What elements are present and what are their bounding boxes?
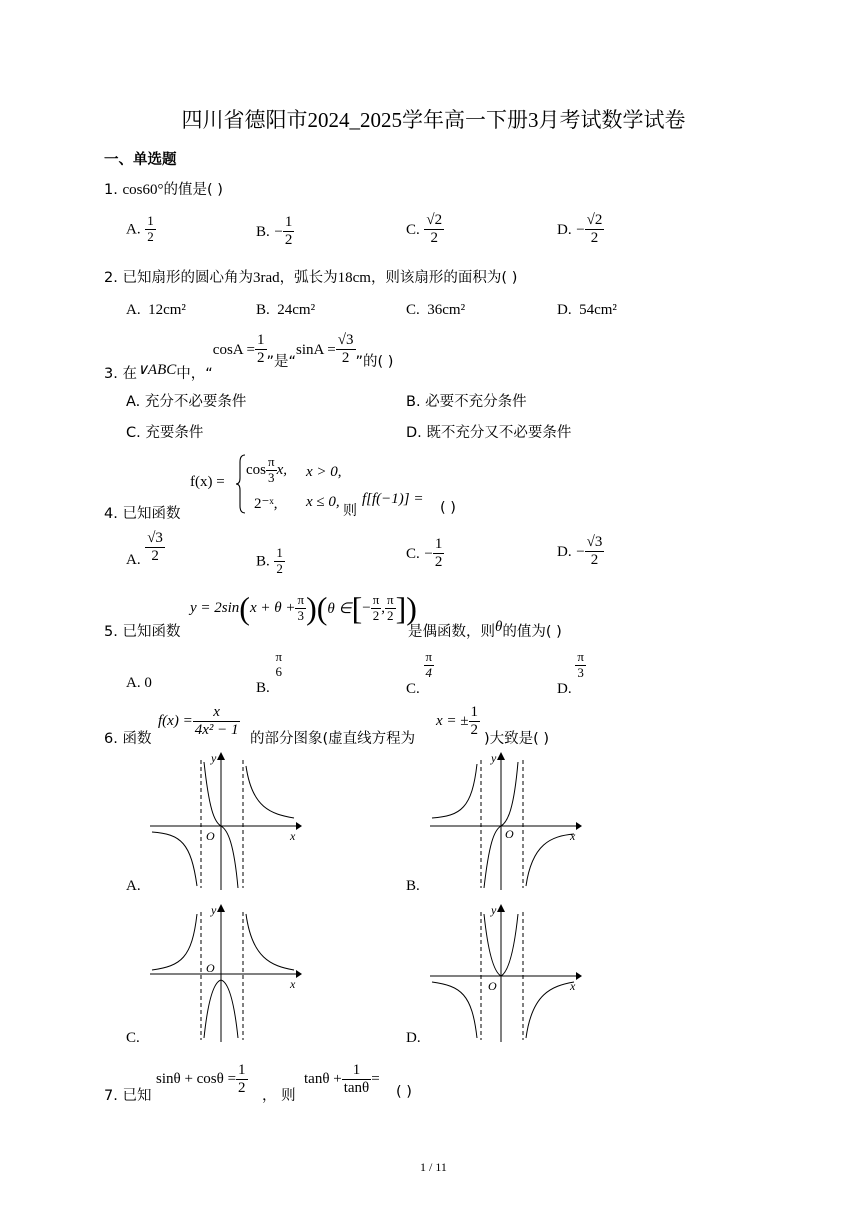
- option-c[interactable]: C. $\frac{\pi}{4}$: [406, 649, 433, 697]
- page-number: 1 / 11: [420, 1160, 447, 1174]
- svg-text:y: y: [211, 903, 217, 917]
- option-a[interactable]: A. 充分不必要条件: [126, 394, 247, 410]
- math-expression: sinθ + cosθ = $\frac{1}{2}$: [156, 1062, 246, 1097]
- option-c[interactable]: C. − $\frac{1}{2}$: [406, 536, 443, 571]
- graph-b[interactable]: [426, 748, 586, 893]
- question-text: 是偶函数，则θ的值为( ): [408, 619, 562, 640]
- question-number: 1.: [104, 182, 118, 198]
- option-b[interactable]: B. π 6: [256, 649, 283, 697]
- math-expression: y = 2sin(x + θ + $\frac{\pi}{3}$ )(θ ∈[− $\frac{\pi}{2}$ , $\frac{\pi}{2}$ ]): [190, 590, 417, 626]
- question-7: 7. 已知: [104, 1088, 152, 1104]
- option-a[interactable]: A. 12cm²: [126, 302, 186, 318]
- math-expression: f(x) = $\frac{x}{\text{4x² − 1}}$: [158, 704, 239, 739]
- question-text: ( ): [396, 1084, 412, 1100]
- svg-text:O: O: [206, 961, 215, 975]
- piecewise-brace: [236, 454, 246, 514]
- option-d[interactable]: D. − $\frac{√2}{2}$: [557, 212, 603, 247]
- svg-text:y: y: [491, 751, 497, 765]
- question-text: 的部分图象(虚直线方程为: [250, 731, 416, 747]
- option-a[interactable]: A.: [126, 878, 141, 894]
- option-b[interactable]: B. − $\frac{1}{2}$: [256, 214, 293, 249]
- question-4: 4. 已知函数: [104, 506, 181, 522]
- svg-text:x: x: [290, 977, 296, 991]
- math-expression: f[f(−1)] =: [362, 491, 424, 507]
- question-number: 5.: [104, 624, 118, 640]
- question-text: ， 则: [262, 1088, 296, 1104]
- option-d[interactable]: D. 54cm²: [557, 302, 617, 318]
- question-number: 2.: [104, 270, 118, 286]
- math-expression: f(x) =: [190, 474, 225, 490]
- option-b[interactable]: B. 必要不充分条件: [406, 394, 527, 410]
- question-number: 3.: [104, 365, 118, 382]
- svg-text:x: x: [570, 829, 576, 843]
- svg-text:y: y: [491, 903, 497, 917]
- option-b[interactable]: B. 24cm²: [256, 302, 316, 318]
- origin-label: O: [206, 829, 215, 843]
- svg-text:O: O: [488, 979, 497, 993]
- math-expression: x = ± $\frac{1}{2}$: [436, 704, 479, 739]
- question-3: 3. 在∨ABC中，“cosA = $\frac{1}{2}$ ”是“sinA = $\frac{√3}{2}$ ”的( ): [104, 332, 394, 382]
- option-a[interactable]: A. 0: [126, 675, 152, 691]
- option-d[interactable]: D. $\frac{\pi}{3}$: [557, 649, 584, 697]
- math-expression: cos60°: [122, 182, 164, 198]
- question-text: )大致是( ): [484, 731, 550, 747]
- graph-c[interactable]: [146, 900, 306, 1045]
- graph-d[interactable]: [426, 900, 586, 1045]
- option-a[interactable]: A. $\frac{√3}{2}$: [126, 530, 163, 568]
- option-d[interactable]: D. 既不充分又不必要条件: [406, 425, 572, 441]
- question-6: 6. 函数: [104, 731, 152, 747]
- math-expression: tanθ + $\frac{1}{\tan\theta}$ =: [304, 1062, 380, 1097]
- question-number: 4.: [104, 506, 118, 522]
- x-axis-label: x: [290, 829, 296, 843]
- piecewise-case-2: 2⁻ˣ,: [254, 496, 278, 512]
- question-5: 5. 已知函数: [104, 624, 181, 640]
- question-text: 的值是( ): [163, 182, 223, 198]
- svg-text:x: x: [570, 979, 576, 993]
- question-text: ( ): [440, 500, 456, 516]
- question-number: 6.: [104, 731, 118, 747]
- question-text: 则: [343, 503, 357, 519]
- y-axis-label: y: [211, 751, 217, 765]
- option-d[interactable]: D. − $\frac{√3}{2}$: [557, 534, 603, 569]
- question-1: [104, 178, 223, 199]
- option-b[interactable]: B.: [406, 878, 420, 894]
- page-title: 四川省德阳市2024_2025学年高一下册3月考试数学试卷: [181, 108, 686, 132]
- option-c[interactable]: C. $\frac{√2}{2}$: [406, 212, 443, 247]
- option-c[interactable]: C. 充要条件: [126, 425, 204, 441]
- question-number: 7.: [104, 1088, 118, 1104]
- option-d[interactable]: D.: [406, 1030, 421, 1046]
- piecewise-cond-1: x > 0,: [306, 464, 342, 480]
- option-c[interactable]: C. 36cm²: [406, 302, 466, 318]
- option-b[interactable]: B. $\frac{1}{2}$: [256, 545, 283, 576]
- section-heading: 一、单选题: [104, 152, 177, 168]
- piecewise-case-1: cos $\frac{\pi}{3}$ x,: [246, 454, 287, 485]
- question-2: 2. 已知扇形的圆心角为3rad，弧长为18cm，则该扇形的面积为( ): [104, 270, 518, 286]
- svg-text:O: O: [505, 827, 514, 841]
- option-c[interactable]: C.: [126, 1030, 140, 1046]
- graph-a[interactable]: [146, 748, 306, 893]
- option-a[interactable]: A. $\frac{1}{2}$: [126, 213, 154, 244]
- piecewise-cond-2: x ≤ 0,: [306, 494, 340, 510]
